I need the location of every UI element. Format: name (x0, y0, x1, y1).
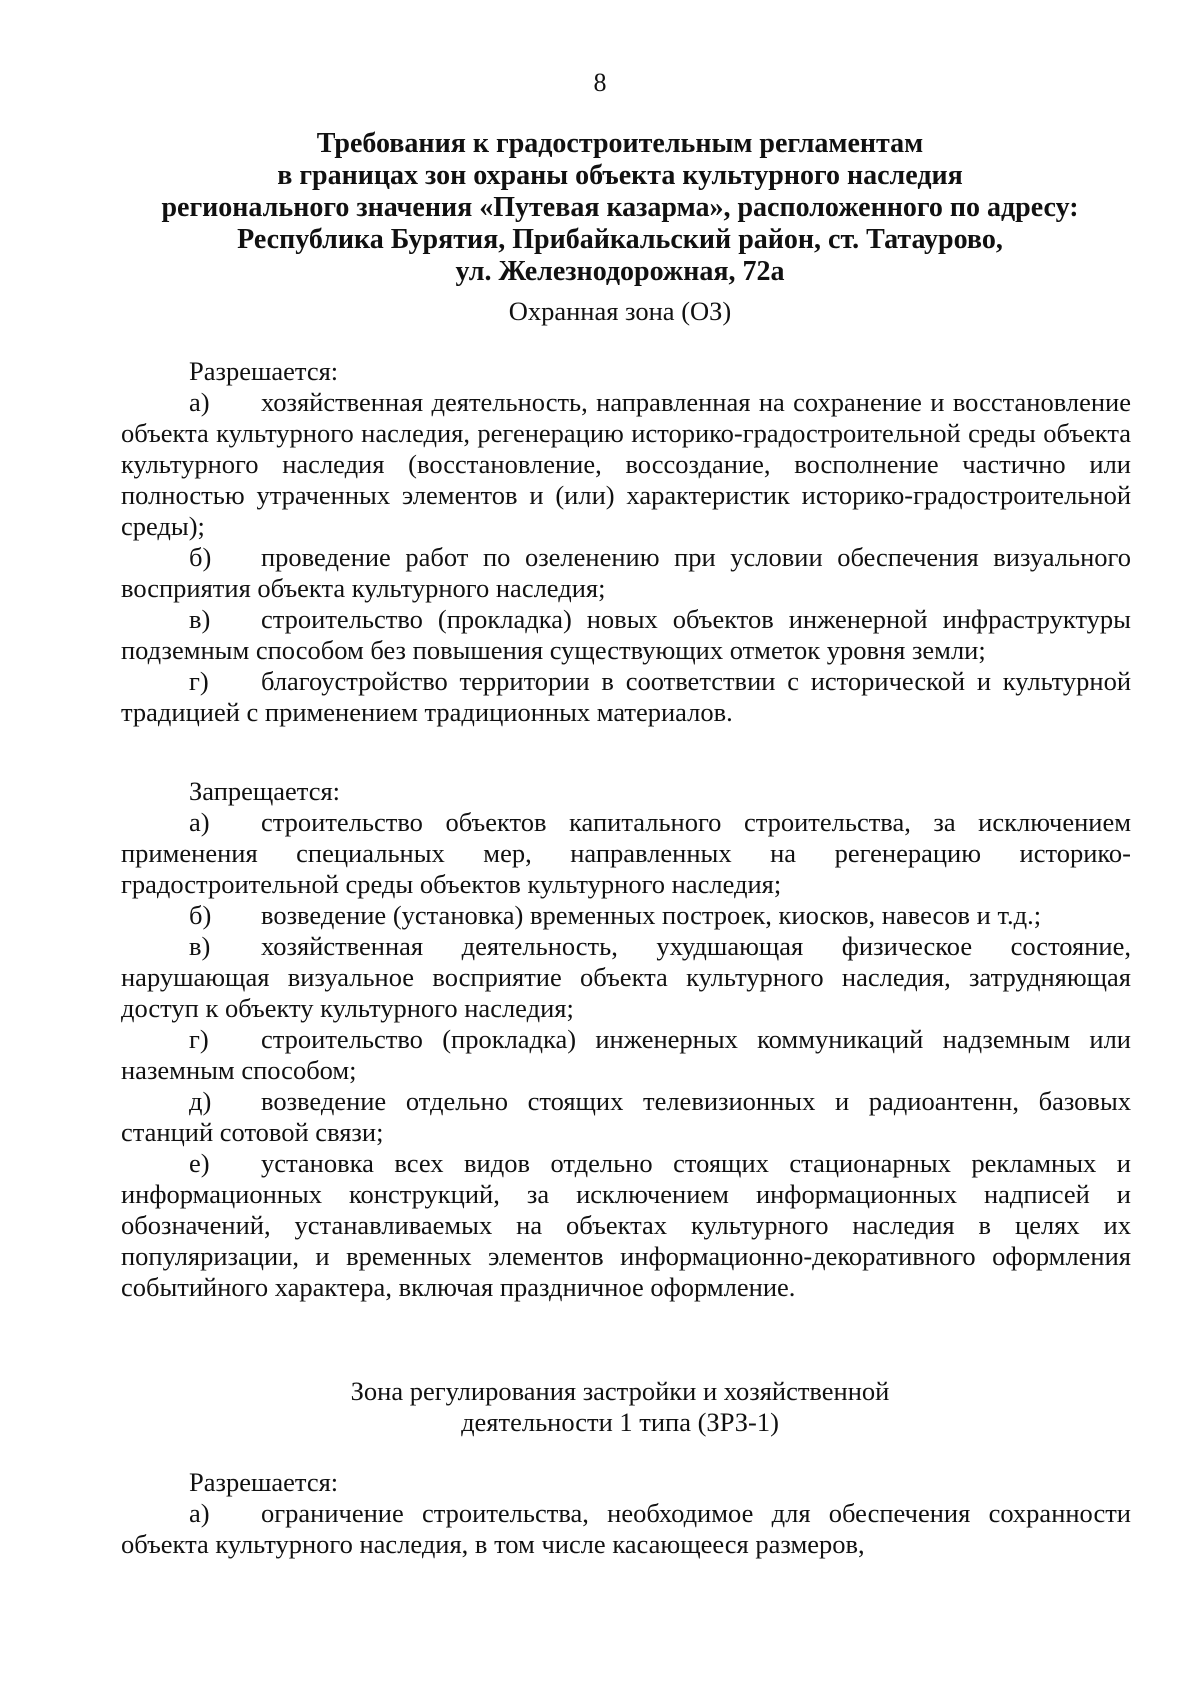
item-text: проведение работ по озеленению при условии обеспечения визуального восприятия объекта культурного наследия; (121, 542, 1131, 603)
list-item (121, 604, 1131, 666)
item-marker: а) (189, 1498, 210, 1528)
item-marker: в) (189, 931, 211, 961)
item-marker: б) (189, 542, 212, 572)
list-item (121, 1086, 1131, 1148)
oz-allowed-section (121, 356, 1131, 728)
zrz1-zone-title (100, 1376, 1140, 1438)
item-text: благоустройство территории в соответствии с исторической и культурной традицией с применением традиционных материалов. (121, 666, 1131, 727)
page-number: 8 (593, 68, 607, 97)
title-line: Требования к градостроительным регламентам (316, 128, 924, 159)
section-heading: Разрешается: (189, 356, 339, 386)
item-marker: д) (189, 1086, 212, 1116)
section-heading: Разрешается: (189, 1467, 339, 1497)
item-marker: а) (189, 387, 210, 417)
list-item (121, 542, 1131, 604)
list-item (121, 900, 1131, 931)
item-text: строительство (прокладка) новых объектов инженерной инфраструктуры подземным способом без повышения существующих отметок уровня земли; (121, 604, 1131, 665)
item-text: установка всех видов отдельно стоящих стационарных рекламных и информационных конструкций, за исключением информационных надписей и обозначений, устанавливаемых на объектах культурного наследия в целях их популяризации, и временных элементов информационно-декоративного оформления событийного характера, включая праздничное оформление. (121, 1148, 1131, 1302)
item-text: хозяйственная деятельность, ухудшающая физическое состояние, нарушающая визуальное восприятие объекта культурного наследия, затрудняющая доступ к объекту культурного наследия; (121, 931, 1131, 1023)
item-text: возведение (установка) временных построек, киосков, навесов и т.д.; (261, 900, 1042, 930)
list-item (121, 1148, 1131, 1303)
document-title (100, 128, 1140, 288)
list-item (121, 931, 1131, 1024)
zrz1-allowed-section (121, 1467, 1131, 1560)
title-line: Республика Бурятия, Прибайкальский район, ст. Татаурово, (237, 224, 1003, 255)
item-text: строительство объектов капитального строительства, за исключением применения специальных мер, направленных на регенерацию историко-градостроительной среды объектов культурного наследия; (121, 807, 1131, 899)
zone-title-line: Зона регулирования застройки и хозяйственной (350, 1376, 890, 1406)
item-text: строительство (прокладка) инженерных коммуникаций надземным или наземным способом; (121, 1024, 1131, 1085)
item-marker: г) (189, 666, 209, 696)
section-heading: Запрещается: (189, 776, 341, 806)
item-marker: б) (189, 900, 212, 930)
item-marker: г) (189, 1024, 209, 1054)
item-text: возведение отдельно стоящих телевизионных и радиоантенн, базовых станций сотовой связи; (121, 1086, 1131, 1147)
title-line: ул. Железнодорожная, 72а (455, 256, 785, 287)
list-item (121, 807, 1131, 900)
list-item (121, 666, 1131, 728)
item-text: хозяйственная деятельность, направленная на сохранение и восстановление объекта культурного наследия, регенерацию историко-градостроительной среды объекта культурного наследия (восстановление, воссоздание, восполнение частично или полностью утраченных элементов и (или) характеристик историко-градостроительной среды); (121, 387, 1131, 541)
list-item (121, 1024, 1131, 1086)
item-marker: е) (189, 1148, 210, 1178)
oz-forbidden-section (121, 776, 1131, 1303)
title-line: в границах зон охраны объекта культурного наследия (277, 160, 963, 191)
oz-zone-title: Охранная зона (ОЗ) (508, 296, 732, 326)
item-marker: в) (189, 604, 211, 634)
list-item (121, 1498, 1131, 1560)
item-marker: а) (189, 807, 210, 837)
list-item (121, 387, 1131, 542)
zone-title-line: деятельности 1 типа (ЗРЗ-1) (461, 1407, 779, 1437)
title-line: регионального значения «Путевая казарма», расположенного по адресу: (161, 192, 1079, 223)
item-text: ограничение строительства, необходимое для обеспечения сохранности объекта культурного наследия, в том числе касающееся размеров, (121, 1498, 1131, 1559)
